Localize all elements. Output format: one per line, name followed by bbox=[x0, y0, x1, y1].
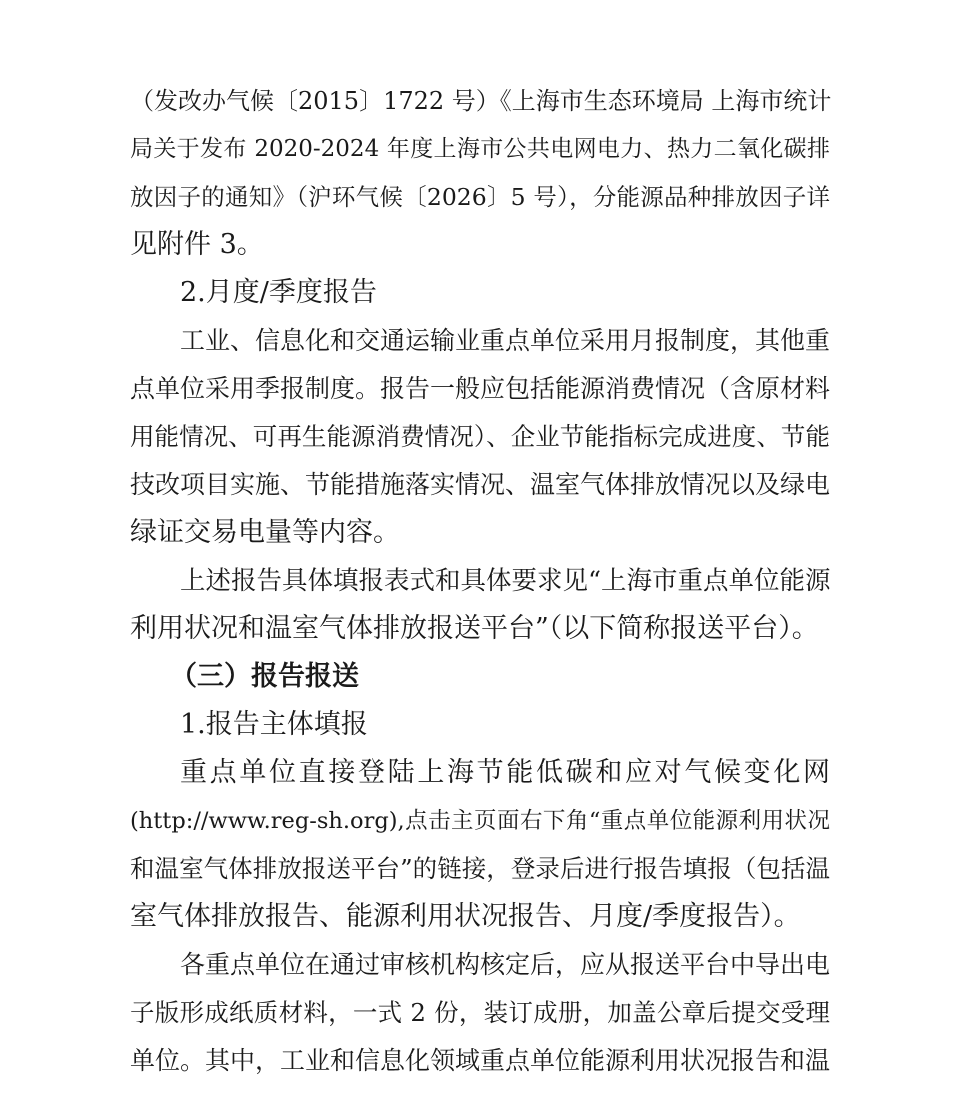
text-line: 局关于发布 2020-2024 年度上海市公共电网电力、热力二氧化碳排 bbox=[130, 136, 830, 162]
section-heading: （三）报告报送 bbox=[170, 661, 359, 692]
text-line: 和温室气体排放报送平台”的链接，登录后进行报告填报（包括温 bbox=[130, 854, 830, 883]
text-line: 子版形成纸质材料，一式 2 份，装订成册，加盖公章后提交受理 bbox=[130, 998, 830, 1027]
subsection-heading: 2.月度/季度报告 bbox=[180, 277, 377, 308]
text-line: 室气体排放报告、能源利用状况报告、月度/季度报告）。 bbox=[130, 901, 801, 932]
text-line: 放因子的通知》（沪环气候〔2026〕5 号），分能源品种排放因子详 bbox=[130, 183, 830, 211]
text-line: 利用状况和温室气体排放报送平台”（以下简称报送平台）。 bbox=[130, 613, 819, 644]
text-line: 单位。其中，工业和信息化领域重点单位能源利用状况报告和温 bbox=[130, 1046, 831, 1075]
text-line: 绿证交易电量等内容。 bbox=[130, 517, 400, 548]
text-line: 技改项目实施、节能措施落实情况、温室气体排放情况以及绿电 bbox=[130, 470, 831, 499]
text-line: 上述报告具体填报表式和具体要求见“上海市重点单位能源 bbox=[180, 566, 831, 596]
text-line: 重点单位直接登陆上海节能低碳和应对气候变化网 bbox=[180, 757, 830, 788]
text-line: 点单位采用季报制度。报告一般应包括能源消费情况（含原材料 bbox=[130, 374, 831, 403]
text-line: 各重点单位在通过审核机构核定后，应从报送平台中导出电 bbox=[180, 950, 831, 979]
text-line: (http://www.reg-sh.org),点击主页面右下角“重点单位能源利用状况 bbox=[130, 808, 830, 834]
text-line: 工业、信息化和交通运输业重点单位采用月报制度，其他重 bbox=[180, 326, 831, 355]
text-line: 见附件 3。 bbox=[130, 229, 264, 260]
text-line: （发改办气候〔2015〕1722 号）《上海市生态环境局 上海市统计 bbox=[130, 87, 832, 115]
subsection-heading: 1.报告主体填报 bbox=[180, 709, 368, 740]
text-line: 用能情况、可再生能源消费情况）、企业节能指标完成进度、节能 bbox=[130, 422, 830, 451]
